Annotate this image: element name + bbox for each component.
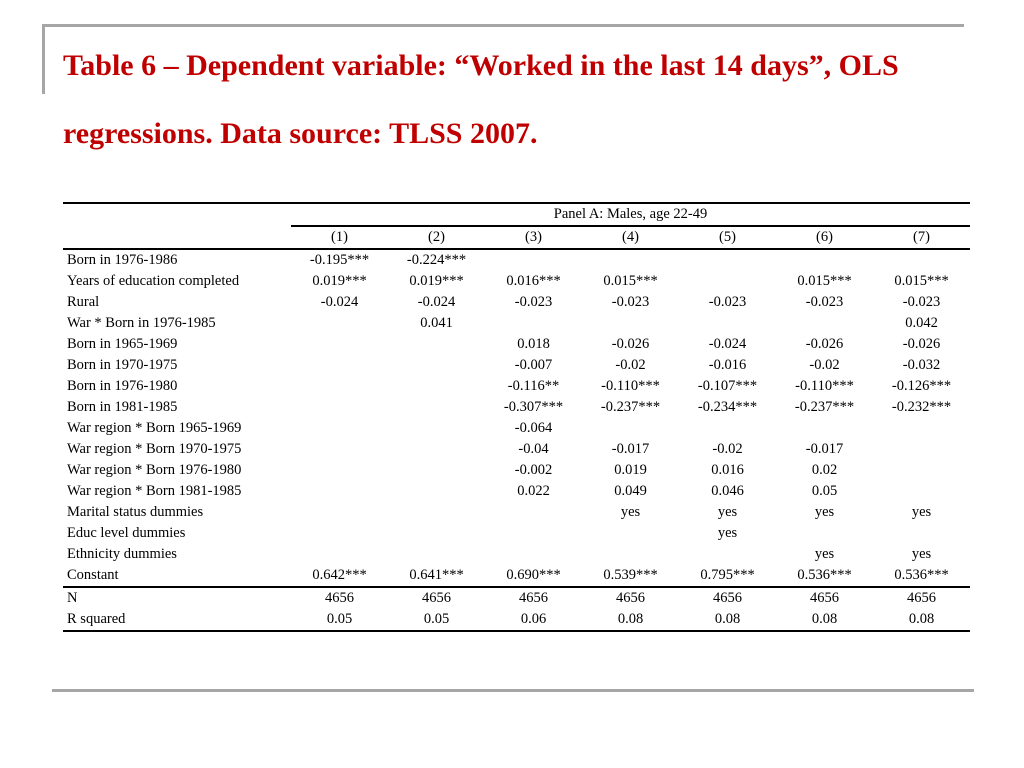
table-cell: 0.641*** <box>409 567 464 583</box>
table-cell <box>388 397 485 418</box>
table-cell: -0.002 <box>514 462 553 478</box>
table-cell: -0.026 <box>805 336 844 352</box>
table-cell: -0.195*** <box>309 252 370 268</box>
row-label: Born in 1970-1975 <box>67 357 178 373</box>
table-cell: -0.016 <box>708 357 747 373</box>
table-cell: 4656 <box>485 587 582 609</box>
table-cell <box>679 271 776 292</box>
table-cell: 0.642*** <box>312 567 367 583</box>
table-cell: 0.536*** <box>797 567 852 583</box>
column-header-row <box>63 226 970 249</box>
panel-label: Panel A: Males, age 22-49 <box>291 203 970 226</box>
row-label: Ethnicity dummies <box>67 546 177 562</box>
table-cell: 0.015*** <box>603 273 658 289</box>
table-cell: -0.126*** <box>891 378 952 394</box>
table-cell: -0.023 <box>805 294 844 310</box>
table-cell: -0.026 <box>902 336 941 352</box>
table-cell <box>776 523 873 544</box>
table-cell <box>388 439 485 460</box>
table-cell <box>291 523 388 544</box>
table-cell: 0.08 <box>776 609 873 631</box>
table-cell <box>388 544 485 565</box>
table-cell <box>291 460 388 481</box>
table-cell <box>873 481 970 502</box>
table-cell <box>388 460 485 481</box>
table-cell: 0.08 <box>582 609 679 631</box>
table-cell: 0.536*** <box>894 567 949 583</box>
table-cell: -0.110*** <box>795 378 854 394</box>
table-row <box>63 439 970 460</box>
regression-table-body <box>63 203 970 631</box>
table-cell: yes <box>814 546 835 562</box>
table-cell <box>582 313 679 334</box>
table-cell <box>388 502 485 523</box>
table-cell: -0.237*** <box>794 399 855 415</box>
column-header: (4) <box>582 226 679 249</box>
table-cell: -0.107*** <box>697 378 758 394</box>
row-label: N <box>63 587 291 609</box>
slide-frame-top-line <box>42 24 964 27</box>
table-cell <box>291 355 388 376</box>
table-cell <box>388 418 485 439</box>
table-cell: -0.116** <box>507 378 560 394</box>
table-cell <box>873 418 970 439</box>
table-cell: 4656 <box>291 587 388 609</box>
table-cell: -0.007 <box>514 357 553 373</box>
table-row <box>63 460 970 481</box>
table-cell: -0.02 <box>615 357 646 373</box>
table-cell: -0.023 <box>708 294 747 310</box>
table-cell <box>485 544 582 565</box>
table-cell <box>291 313 388 334</box>
table-cell: 0.022 <box>517 483 550 499</box>
table-cell: 0.08 <box>873 609 970 631</box>
row-label: War * Born in 1976-1985 <box>67 315 216 331</box>
table-cell <box>679 418 776 439</box>
table-cell: 4656 <box>873 587 970 609</box>
table-cell <box>776 249 873 271</box>
table-cell <box>291 544 388 565</box>
table-cell: 0.05 <box>811 483 838 499</box>
table-cell: 0.019*** <box>409 273 464 289</box>
table-cell: -0.232*** <box>891 399 952 415</box>
table-cell: -0.064 <box>514 420 553 436</box>
table-cell <box>388 376 485 397</box>
table-cell: -0.307*** <box>503 399 564 415</box>
row-label: R squared <box>63 609 291 631</box>
table-cell: yes <box>620 504 641 520</box>
table-cell: -0.024 <box>417 294 456 310</box>
table-cell <box>388 334 485 355</box>
column-header: (6) <box>776 226 873 249</box>
table-cell: 0.049 <box>614 483 647 499</box>
table-cell: -0.023 <box>611 294 650 310</box>
table-cell: yes <box>814 504 835 520</box>
table-cell: 0.015*** <box>894 273 949 289</box>
row-label: War region * Born 1965-1969 <box>67 420 242 436</box>
table-cell <box>388 355 485 376</box>
table-cell <box>291 397 388 418</box>
table-cell: 0.042 <box>905 315 938 331</box>
table-cell: 0.018 <box>517 336 550 352</box>
slide-title: Table 6 – Dependent variable: “Worked in the last 14 days”, OLS regressions. Data source: TLSS 2007. <box>63 49 899 150</box>
table-cell <box>582 523 679 544</box>
table-row <box>63 355 970 376</box>
table-cell: 0.06 <box>485 609 582 631</box>
table-row <box>63 271 970 292</box>
table-cell: -0.023 <box>902 294 941 310</box>
table-cell: -0.02 <box>809 357 840 373</box>
table-row <box>63 376 970 397</box>
table-cell <box>873 523 970 544</box>
table-cell: yes <box>717 504 738 520</box>
table-row <box>63 313 970 334</box>
row-label: Born in 1976-1986 <box>67 252 178 268</box>
column-header: (3) <box>485 226 582 249</box>
table-cell: 4656 <box>679 587 776 609</box>
row-label: War region * Born 1970-1975 <box>67 441 242 457</box>
panel-header-row <box>63 203 970 226</box>
stats-row <box>63 609 970 631</box>
table-cell <box>485 502 582 523</box>
table-cell <box>485 249 582 271</box>
table-cell: 0.046 <box>711 483 744 499</box>
table-cell <box>388 523 485 544</box>
table-cell <box>582 249 679 271</box>
table-cell <box>679 249 776 271</box>
table-cell: 0.539*** <box>603 567 658 583</box>
table-cell <box>776 418 873 439</box>
table-cell: yes <box>911 504 932 520</box>
table-cell: 0.05 <box>388 609 485 631</box>
row-label: War region * Born 1981-1985 <box>67 483 242 499</box>
table-cell: 0.08 <box>679 609 776 631</box>
row-label: Constant <box>67 567 119 583</box>
table-cell <box>582 544 679 565</box>
panel-header-blank <box>63 203 291 226</box>
table-cell: yes <box>717 525 738 541</box>
table-cell <box>388 481 485 502</box>
column-header-blank <box>63 226 291 249</box>
table-cell <box>291 502 388 523</box>
table-cell: 0.041 <box>420 315 453 331</box>
row-label: War region * Born 1976-1980 <box>67 462 242 478</box>
row-label: Marital status dummies <box>67 504 204 520</box>
table-cell: -0.237*** <box>600 399 661 415</box>
table-cell: -0.110*** <box>601 378 660 394</box>
row-label: Born in 1965-1969 <box>67 336 178 352</box>
table-cell <box>679 544 776 565</box>
table-cell: -0.032 <box>902 357 941 373</box>
stats-row <box>63 587 970 609</box>
table-cell: -0.024 <box>320 294 359 310</box>
table-row <box>63 334 970 355</box>
row-label: Born in 1976-1980 <box>67 378 178 394</box>
table-cell: 4656 <box>776 587 873 609</box>
table-row <box>63 418 970 439</box>
table-cell <box>873 249 970 271</box>
row-label: Educ level dummies <box>67 525 186 541</box>
table-cell: 0.05 <box>291 609 388 631</box>
table-cell: 0.019*** <box>312 273 367 289</box>
column-header: (7) <box>873 226 970 249</box>
table-cell: 0.016 <box>711 462 744 478</box>
table-cell <box>291 439 388 460</box>
table-row <box>63 502 970 523</box>
row-label: Born in 1981-1985 <box>67 399 178 415</box>
table-cell <box>291 376 388 397</box>
table-row <box>63 544 970 565</box>
column-header: (5) <box>679 226 776 249</box>
table-row <box>63 397 970 418</box>
slide-frame-left-line <box>42 24 45 94</box>
table-cell <box>291 418 388 439</box>
table-cell <box>485 313 582 334</box>
row-label: Rural <box>67 294 100 310</box>
table-cell: 4656 <box>388 587 485 609</box>
table-cell: 0.02 <box>811 462 838 478</box>
table-cell: -0.026 <box>611 336 650 352</box>
table-cell: yes <box>911 546 932 562</box>
table-row <box>63 249 970 271</box>
table-cell: -0.04 <box>518 441 549 457</box>
table-cell: 0.015*** <box>797 273 852 289</box>
table-cell: 0.690*** <box>506 567 561 583</box>
table-cell <box>291 334 388 355</box>
table-cell <box>679 313 776 334</box>
table-cell <box>485 523 582 544</box>
row-label: Years of education completed <box>67 273 240 289</box>
table-cell: -0.024 <box>708 336 747 352</box>
table-cell <box>776 313 873 334</box>
table-row <box>63 292 970 313</box>
table-cell: 0.016*** <box>506 273 561 289</box>
table-cell: -0.224*** <box>406 252 467 268</box>
table-cell: -0.017 <box>611 441 650 457</box>
slide-frame-bottom-line <box>52 689 974 692</box>
table-cell: -0.02 <box>712 441 743 457</box>
table-cell <box>873 460 970 481</box>
regression-table <box>63 202 970 632</box>
table-cell: 0.019 <box>614 462 647 478</box>
table-row <box>63 523 970 544</box>
table-cell: 0.795*** <box>700 567 755 583</box>
table-cell <box>873 439 970 460</box>
column-header: (2) <box>388 226 485 249</box>
table-cell <box>291 481 388 502</box>
table-cell: -0.017 <box>805 441 844 457</box>
table-cell <box>582 418 679 439</box>
table-row <box>63 565 970 587</box>
table-cell: -0.234*** <box>697 399 758 415</box>
column-header: (1) <box>291 226 388 249</box>
table-cell: -0.023 <box>514 294 553 310</box>
table-row <box>63 481 970 502</box>
table-cell: 4656 <box>582 587 679 609</box>
